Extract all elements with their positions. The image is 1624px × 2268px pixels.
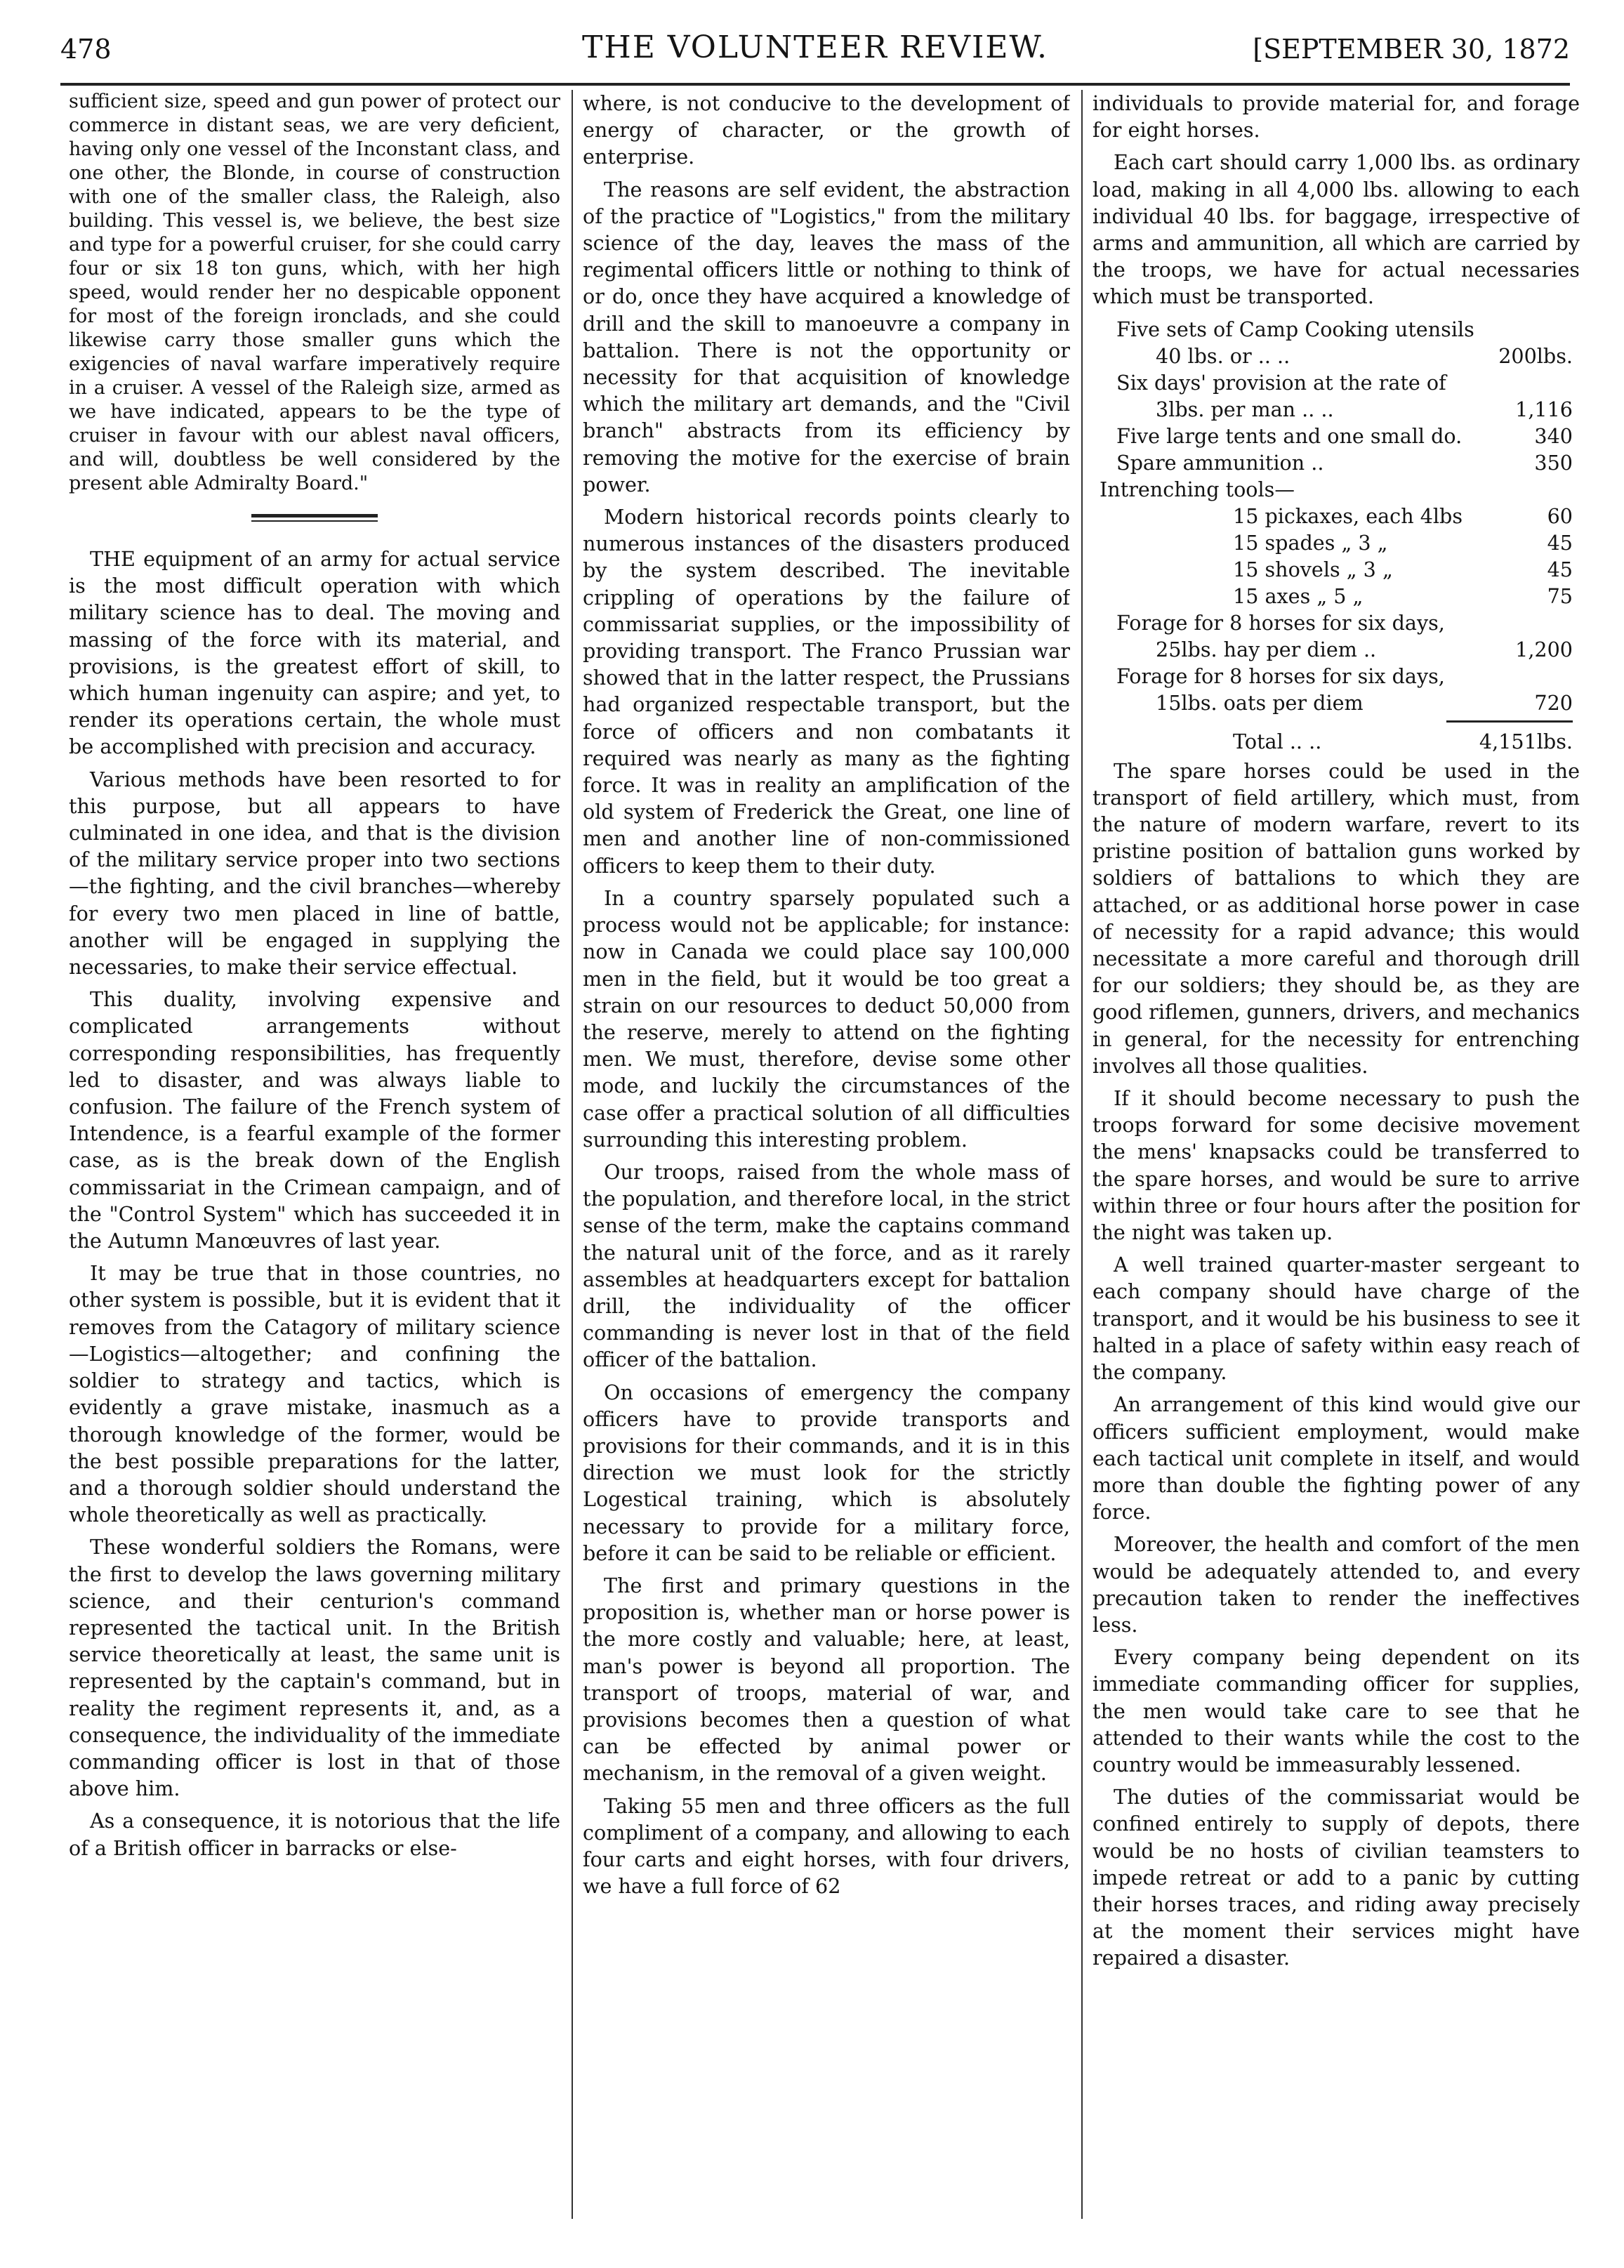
article-paragraph: The reasons are self evident, the abstraction of the practice of "Logistics," from the military science of the day, leaves the mass of the regimental officers little or nothing to think of or do, once they have acquired a knowledge of drill and the skill to manoeuvre a company in battalion. There is not the opportunity or necessity for that acquisition of knowledge which the military art demands, and the "Civil branch" abstracts from its efficiency by removing the motive for the exercise of brain power. [583,177,1070,496]
list-item [1092,369,1580,396]
list-item [1092,343,1580,369]
page-header [60,28,1570,77]
article-paragraph: These wonderful soldiers the Romans, were the first to develop the laws governing military science, and their centurion's command represented the tactical unit. In the British service theoretically at least, the same unit is represented by the captain's command, but in reality the regiment represents it, and, as a consequence, the individuality of the immediate commanding officer is lost in that of those above him. [69,1535,560,1801]
total-label: Total .. .. [1233,729,1322,753]
item-label: 40 lbs. or .. .. [1156,343,1290,368]
article-paragraph: A well trained quarter-master sergeant to each company should have charge of the transport, and it would be his business to see it halted in a place of safety within easy reach of the company. [1092,1253,1580,1385]
article-paragraph: This duality, involving expensive and complicated arrangements without corresponding responsibilities, has frequently led to disaster, and was always liable to confusion. The failure of the French system of Intendence, is a fearful example of the former case, as is the break down of the English commissariat in the Crimean campaign, and of the "Control System" which has succeeded it in the Autumn Manœuvres of last year. [69,987,560,1253]
item-amount: 45 [1547,557,1573,581]
list-item [1092,449,1580,476]
article-paragraph: Every company being dependent on its immediate commanding officer for supplies, the men would take care to see that he attended to their wants while the cost to the country would be immeasurably lessened. [1092,1645,1580,1776]
article-paragraph: Each cart should carry 1,000 lbs. as ordinary load, making in all 4,000 lbs. allowing to each individual 40 lbs. for baggage, irrespective of arms and ammunition, all which are carried by the troops, we have for actual necessaries which must be transported. [1092,150,1580,309]
article-paragraph: Moreover, the health and comfort of the men would be adequately attended to, and every precaution taken to render the ineffectives less. [1092,1532,1580,1637]
list-item [1092,636,1580,663]
item-amount: 45 [1547,530,1573,555]
column-2 [583,90,1070,2226]
quoted-paragraph: sufficient size, speed and gun power of protect our commerce in distant seas, we are very deficient, having only one vessel of the Inconstant class, and one other, the Blonde, in course of construction with one of the smaller class, the Raleigh, also building. This vessel is, we believe, the best size and type for a powerful cruiser, for she could carry four or six 18 ton guns, which, with her high speed, would render her no despicable opponent for most of the foreign ironclads, and she could likewise carry those smaller guns which the exigencies of naval warfare imperatively require in a cruiser. A vessel of the Raleigh size, armed as we have indicated, appears to be the type of cruiser in favour with our ablest naval officers, and will, doubtless be well considered by the present able Admiralty Board." [69,91,560,494]
item-amount: 350 [1534,450,1573,475]
item-label: Five large tents and one small do. [1116,423,1463,448]
list-item [1092,316,1580,343]
item-label: 15 shovels „ 3 „ [1233,557,1393,581]
list-item [1092,476,1580,503]
item-label: Forage for 8 horses for six days, [1116,664,1445,688]
item-label: Forage for 8 horses for six days, [1116,610,1445,635]
list-item [1092,396,1580,423]
article-paragraph: In a country sparsely populated such a process would not be applicable; for instance: now in Canada we could place say 100,000 men in the field, but it would be too great a strain on our resources to deduct 50,000 from the reserve, merely to attend on the fighting men. We must, therefore, devise some other mode, and luckily the circumstances of the case offer a practical solution of all difficulties surrounding this interesting problem. [583,885,1070,1152]
article-paragraph: As a consequence, it is notorious that the life of a British officer in barracks or else- [69,1809,560,1860]
article-paragraph: Modern historical records points clearly to numerous instances of the disasters produced by the system described. The inevitable crippling of operations by the failure of commissariat supplies, or the impossibility of providing transport. The Franco Prussian war showed that in the latter respect, the Prussians had organized respectable transport, but the force of officers and non combatants it required was nearly as many as the fighting force. It was in reality an amplification of the old system of Frederick the Great, one line of men and another line of non-commissioned officers to keep them to their duty. [583,505,1070,878]
column-divider [572,90,573,2219]
item-label: 15 spades „ 3 „ [1233,530,1388,555]
article-paragraph: where, is not conducive to the development of energy of character, or the growth of enterprise. [583,91,1070,169]
item-label: Five sets of Camp Cooking utensils [1116,317,1474,341]
item-amount: 720 [1534,690,1573,715]
list-item [1092,583,1580,609]
list-item [1092,423,1580,449]
item-amount [1479,663,1580,690]
article-paragraph: It may be true that in those countries, no other system is possible, but it is evident that it removes from the Catagory of military science—Logistics—altogether; and confining the soldier to strategy and tactics, which is evidently a grave mistake, inasmuch as a thorough knowledge of the former, would be the best possible preparations for the latter, and a thorough soldier should understand the whole theoretically as well as practically. [69,1261,560,1527]
total-row [1092,728,1580,755]
total-rule-row [1092,716,1580,728]
list-item [1092,690,1580,716]
column-1 [69,90,560,2226]
item-label: 25lbs. hay per diem .. [1156,637,1377,661]
article-paragraph: An arrangement of this kind would give our officers sufficient employment, would make each tactical unit complete in itself, and would more than double the fighting power of any force. [1092,1392,1580,1524]
issue-date: [SEPTEMBER 30, 1872 [1253,34,1570,65]
list-item [1092,529,1580,556]
item-label: 15 axes „ 5 „ [1233,584,1364,608]
article-paragraph: The spare horses could be used in the transport of field artillery, which must, from the nature of modern warfare, revert to its pristine position of battalion guns worked by soldiers of battalions to which they are attached, or as additional horse power in case of necessity for a rapid advance; this would necessitate a more careful and thorough drill for our soldiers; they should be, as they are good riflemen, gunners, drivers, and mechanics in general, for the necessity for entrenching involves all those qualities. [1092,758,1580,1078]
item-label: Six days' provision at the rate of [1116,370,1446,395]
item-label: Intrenching tools— [1100,477,1295,501]
list-item [1092,663,1580,690]
item-label: Spare ammunition .. [1116,450,1324,475]
total-amount: 4,151lbs. [1479,729,1573,753]
item-label: 15lbs. oats per diem [1156,690,1364,715]
necessaries-list [1092,316,1580,755]
item-amount [1479,609,1580,636]
article-paragraph: individuals to provide material for, and forage for eight horses. [1092,91,1580,143]
total-rule [1446,720,1573,723]
item-amount: 340 [1534,423,1573,448]
item-amount: 75 [1547,584,1573,608]
article-paragraph: Our troops, raised from the whole mass of the population, and therefore local, in the strict sense of the term, make the captains command the natural unit of the force, and as it rarely assembles at headquarters except for battalion drill, the individuality of the officer commanding is never lost in that of the field officer of the battalion. [583,1159,1070,1372]
article-paragraph: Various methods have been resorted to for this purpose, but all appears to have culminated in one idea, and that is the division of the military service proper into two sections—the fighting, and the civil branches—whereby for every two men placed in line of battle, another will be engaged in supplying the necessaries, to make their service effectual. [69,767,560,980]
column-divider [1081,90,1083,2219]
item-amount: 1,116 [1515,397,1573,421]
list-item [1092,556,1580,583]
article-paragraph: The first and primary questions in the proposition is, whether man or horse power is the more costly and valuable; here, at least, man's power is beyond all proportion. The transport of troops, material of war, and provisions becomes then a question of what can be effected by animal power or mechanism, in the removal of a given weight. [583,1573,1070,1786]
item-amount: 60 [1547,503,1573,528]
article-paragraph: On occasions of emergency the company officers have to provide transports and provisions for their commands, and it is in this direction we must look for the strictly Logestical training, which is absolutely necessary to provide for a military force, before it can be said to be reliable or efficient. [583,1380,1070,1565]
list-item [1092,503,1580,529]
header-rule [60,83,1570,86]
list-item [1092,609,1580,636]
article-paragraph: THE equipment of an army for actual service is the most difficult operation with which military science has to deal. The moving and massing of the force with its material, and provisions, is the greatest effort of skill, to which human ingenuity can aspire; and yet, to render its operations certain, the whole must be accomplished with precision and accuracy. [69,547,560,759]
item-amount: 200lbs. [1498,343,1573,368]
item-amount [1479,316,1580,343]
item-amount: 1,200 [1515,637,1573,661]
page-number: 478 [60,34,112,65]
section-separator [251,514,378,522]
article-paragraph: If it should become necessary to push the troops forward for some decisive movement the mens' knapsacks could be transferred to the spare horses, and would be sure to arrive within three or four hours after the position for the night was taken up. [1092,1086,1580,1245]
article-paragraph: Taking 55 men and three officers as the full compliment of a company, and allowing to each four carts and eight horses, with four drivers, we have a full force of 62 [583,1793,1070,1899]
column-3 [1092,90,1580,2226]
item-label: 3lbs. per man .. .. [1156,397,1334,421]
item-label: 15 pickaxes, each 4lbs [1233,503,1463,528]
item-amount [1479,369,1580,396]
article-paragraph: The duties of the commissariat would be confined entirely to supply of depots, there would be no hosts of civilian teamsters to impede retreat or add to a panic by cutting their horses traces, and riding away precisely at the moment their services might have repaired a disaster. [1092,1785,1580,1970]
item-amount [1479,476,1580,503]
masthead-title: THE VOLUNTEER REVIEW. [581,29,1049,65]
